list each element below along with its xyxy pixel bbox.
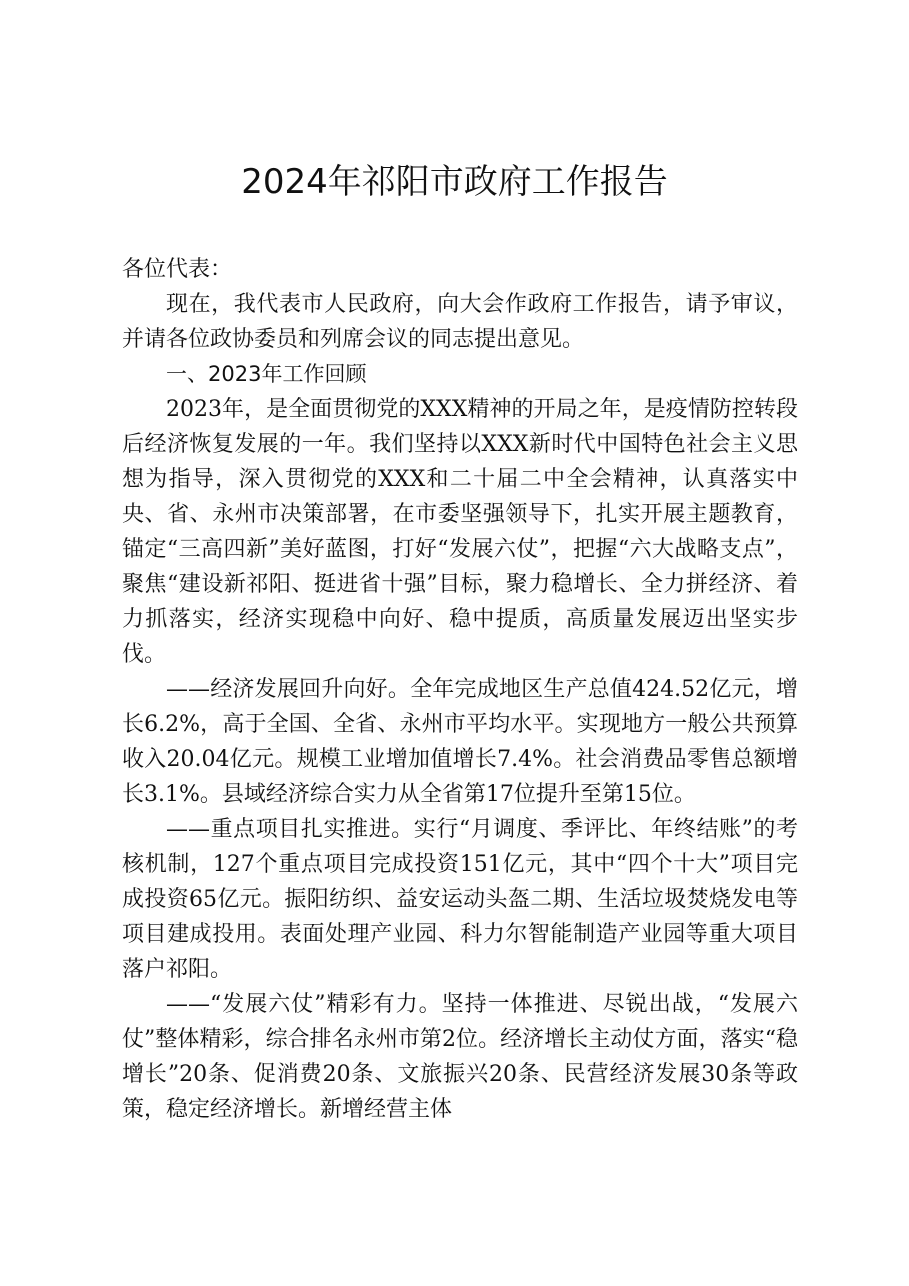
- paragraph-overview: 2023年，是全面贯彻党的XXX精神的开局之年，是疫情防控转段后经济恢复发展的一年。我们坚持以XXX新时代中国特色社会主义思想为指导，深入贯彻党的XXX和二十届二中全会精神，认真落实中央、省、永州市决策部署，在市委坚强领导下，扎实开展主题教育，锚定“三高四新”美好蓝图，打好“发展六仗”，把握“六大战略支点”，聚焦“建设新祁阳、挺进省十强”目标，聚力稳增长、全力拼经济、着力抓落实，经济实现稳中向好、稳中提质，高质量发展迈出坚实步伐。: [122, 397, 798, 667]
- intro-paragraph: 现在，我代表市人民政府，向大会作政府工作报告，请予审议，并请各位政协委员和列席会议的同志提出意见。: [122, 292, 798, 352]
- document-title: 2024年祁阳市政府工作报告: [241, 162, 668, 202]
- paragraph-economy: ——经济发展回升向好。全年完成地区生产总值424.52亿元，增长6.2%，高于全国、全省、永州市平均水平。实现地方一般公共预算收入20.04亿元。规模工业增加值增长7.4%。社会消费品零售总额增长3.1%。县域经济综合实力从全省第17位提升至第15位。: [122, 677, 798, 807]
- paragraph-six-battles: ——“发展六仗”精彩有力。坚持一体推进、尽锐出战，“发展六仗”整体精彩，综合排名永州市第2位。经济增长主动仗方面，落实“稳增长”20条、促消费20条、文旅振兴20条、民营经济发展30条等政策，稳定经济增长。新增经营主体: [122, 992, 798, 1122]
- paragraph-projects: ——重点项目扎实推进。实行“月调度、季评比、年终结账”的考核机制，127个重点项目完成投资151亿元，其中“四个十大”项目完成投资65亿元。振阳纺织、益安运动头盔二期、生活垃圾焚烧发电等项目建成投用。表面处理产业园、科力尔智能制造产业园等重大项目落户祁阳。: [122, 817, 798, 982]
- document-body: [122, 252, 798, 1127]
- salutation: 各位代表：: [122, 257, 233, 282]
- section-heading: 一、2023年工作回顾: [166, 362, 367, 386]
